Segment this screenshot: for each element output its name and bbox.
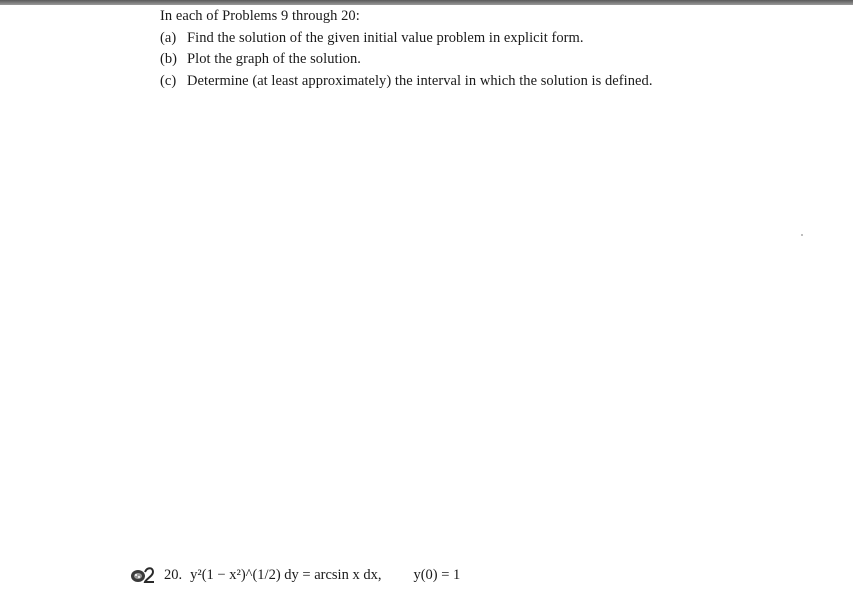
problem-20 xyxy=(130,565,460,585)
problem-number: 20. xyxy=(164,566,183,583)
scan-speck xyxy=(801,234,803,236)
top-border xyxy=(0,0,853,5)
instruction-item-b xyxy=(160,49,653,71)
instruction-text: Plot the graph of the solution. xyxy=(187,51,361,67)
graphing-calculator-icon xyxy=(130,565,158,585)
differential-equation: y²(1 − x²)^(1/2) dy = arcsin x dx, xyxy=(190,566,382,583)
instruction-marker: (b) xyxy=(160,51,178,67)
instruction-text: Determine (at least approximately) the interval in which the solution is defined. xyxy=(187,72,653,89)
instruction-marker: (c) xyxy=(160,72,177,89)
instruction-marker: (a) xyxy=(160,29,177,46)
instruction-item-c xyxy=(160,71,653,93)
instruction-item-a xyxy=(160,28,653,50)
instructions-intro: In each of Problems 9 through 20: xyxy=(160,8,360,24)
problem-instructions xyxy=(160,6,653,92)
initial-condition: y(0) = 1 xyxy=(413,566,461,583)
instruction-text: Find the solution of the given initial value problem in explicit form. xyxy=(187,29,584,46)
